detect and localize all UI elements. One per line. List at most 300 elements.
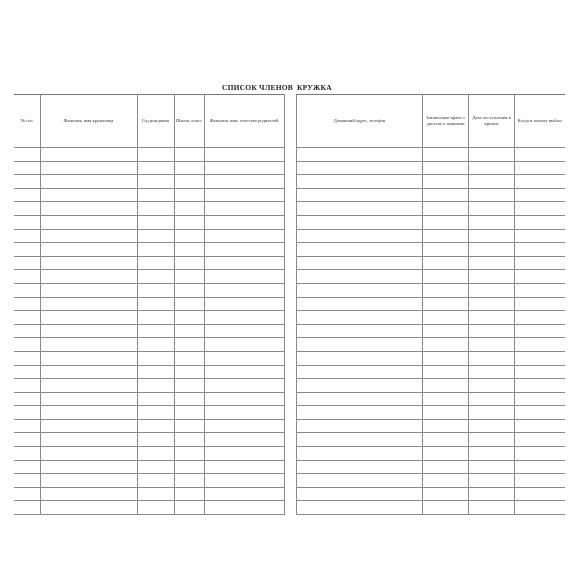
table-cell bbox=[297, 474, 423, 488]
table-row bbox=[297, 406, 565, 420]
table-cell bbox=[137, 419, 174, 433]
table-cell bbox=[515, 460, 565, 474]
table-cell bbox=[423, 148, 469, 162]
table-row bbox=[14, 175, 284, 189]
table-cell bbox=[137, 365, 174, 379]
table-cell bbox=[469, 297, 515, 311]
table-cell bbox=[423, 433, 469, 447]
table-cell bbox=[137, 283, 174, 297]
table-cell bbox=[515, 419, 565, 433]
table-cell bbox=[137, 338, 174, 352]
table-cell bbox=[515, 297, 565, 311]
page-title bbox=[0, 81, 580, 95]
table-cell bbox=[40, 161, 137, 175]
column-header-birth-year: Год рождения bbox=[137, 95, 174, 148]
table-cell bbox=[204, 419, 284, 433]
table-cell bbox=[174, 406, 204, 420]
table-row bbox=[14, 433, 284, 447]
table-row bbox=[297, 202, 565, 216]
table-cell bbox=[204, 447, 284, 461]
table-cell bbox=[469, 256, 515, 270]
table-cell bbox=[297, 188, 423, 202]
table-row bbox=[14, 324, 284, 338]
table-cell bbox=[14, 311, 40, 325]
table-cell bbox=[137, 487, 174, 501]
table-cell bbox=[515, 148, 565, 162]
table-cell bbox=[204, 406, 284, 420]
table-cell bbox=[174, 229, 204, 243]
table-cell bbox=[423, 215, 469, 229]
table-cell bbox=[174, 148, 204, 162]
table-cell bbox=[297, 229, 423, 243]
table-cell bbox=[469, 270, 515, 284]
table-cell bbox=[423, 338, 469, 352]
table-row bbox=[297, 188, 565, 202]
table-cell bbox=[204, 392, 284, 406]
table-cell bbox=[469, 243, 515, 257]
table-cell bbox=[423, 188, 469, 202]
table-cell bbox=[14, 406, 40, 420]
table-cell bbox=[14, 433, 40, 447]
table-cell bbox=[515, 256, 565, 270]
table-cell bbox=[14, 338, 40, 352]
table-cell bbox=[515, 351, 565, 365]
table-cell bbox=[469, 229, 515, 243]
table-cell bbox=[40, 501, 137, 515]
table-cell bbox=[40, 406, 137, 420]
table-cell bbox=[40, 283, 137, 297]
table-cell bbox=[469, 283, 515, 297]
table-cell bbox=[174, 351, 204, 365]
table-cell bbox=[14, 188, 40, 202]
header-row bbox=[297, 95, 565, 148]
table-cell bbox=[515, 406, 565, 420]
table-cell bbox=[469, 365, 515, 379]
table-cell bbox=[204, 215, 284, 229]
table-row bbox=[297, 311, 565, 325]
table-cell bbox=[297, 256, 423, 270]
table-cell bbox=[297, 175, 423, 189]
table-cell bbox=[137, 215, 174, 229]
table-row bbox=[14, 447, 284, 461]
table-cell bbox=[174, 419, 204, 433]
table-row bbox=[297, 270, 565, 284]
table-cell bbox=[423, 243, 469, 257]
table-cell bbox=[297, 283, 423, 297]
table-cell bbox=[40, 447, 137, 461]
table-cell bbox=[515, 501, 565, 515]
table-cell bbox=[423, 270, 469, 284]
table-cell bbox=[174, 392, 204, 406]
table-row bbox=[297, 379, 565, 393]
table-cell bbox=[40, 419, 137, 433]
members-table-right bbox=[296, 94, 565, 515]
table-cell bbox=[297, 297, 423, 311]
table-cell bbox=[174, 311, 204, 325]
table-cell bbox=[297, 324, 423, 338]
table-cell bbox=[204, 148, 284, 162]
table-cell bbox=[423, 311, 469, 325]
table-cell bbox=[204, 161, 284, 175]
table-cell bbox=[297, 270, 423, 284]
column-header-number: № п/п bbox=[14, 95, 40, 148]
table-row bbox=[14, 487, 284, 501]
table-cell bbox=[204, 311, 284, 325]
table-cell bbox=[297, 338, 423, 352]
table-cell bbox=[40, 311, 137, 325]
table-cell bbox=[174, 297, 204, 311]
table-cell bbox=[469, 202, 515, 216]
table-body-left bbox=[14, 148, 284, 515]
table-cell bbox=[423, 474, 469, 488]
table-cell bbox=[14, 148, 40, 162]
table-cell bbox=[40, 148, 137, 162]
table-cell bbox=[515, 447, 565, 461]
table-cell bbox=[297, 487, 423, 501]
table-row bbox=[14, 188, 284, 202]
table-row bbox=[14, 148, 284, 162]
table-cell bbox=[174, 256, 204, 270]
table-cell bbox=[515, 188, 565, 202]
table-cell bbox=[40, 351, 137, 365]
table-cell bbox=[204, 474, 284, 488]
table-cell bbox=[14, 229, 40, 243]
table-cell bbox=[515, 379, 565, 393]
table-cell bbox=[204, 243, 284, 257]
table-cell bbox=[137, 433, 174, 447]
table-cell bbox=[40, 487, 137, 501]
table-cell bbox=[204, 229, 284, 243]
table-cell bbox=[40, 365, 137, 379]
table-cell bbox=[204, 351, 284, 365]
table-row bbox=[14, 338, 284, 352]
column-header-parents-name: Фамилия, имя, отчество родителей bbox=[204, 95, 284, 148]
table-cell bbox=[40, 324, 137, 338]
table-cell bbox=[14, 460, 40, 474]
column-header-member-name: Фамилия, имя кружковца bbox=[40, 95, 137, 148]
table-row bbox=[14, 283, 284, 297]
table-cell bbox=[515, 243, 565, 257]
table-cell bbox=[297, 447, 423, 461]
table-cell bbox=[297, 148, 423, 162]
table-row bbox=[297, 460, 565, 474]
table-cell bbox=[515, 324, 565, 338]
table-cell bbox=[137, 243, 174, 257]
table-cell bbox=[515, 270, 565, 284]
table-cell bbox=[204, 433, 284, 447]
table-row bbox=[14, 202, 284, 216]
table-row bbox=[14, 161, 284, 175]
table-row bbox=[14, 297, 284, 311]
table-row bbox=[14, 474, 284, 488]
table-cell bbox=[204, 487, 284, 501]
table-cell bbox=[423, 487, 469, 501]
table-row bbox=[14, 406, 284, 420]
table-cell bbox=[469, 501, 515, 515]
table-cell bbox=[515, 474, 565, 488]
table-cell bbox=[469, 419, 515, 433]
table-row bbox=[297, 175, 565, 189]
table-row bbox=[14, 419, 284, 433]
table-cell bbox=[14, 487, 40, 501]
table-cell bbox=[137, 256, 174, 270]
table-cell bbox=[297, 243, 423, 257]
table-row bbox=[14, 215, 284, 229]
table-cell bbox=[137, 311, 174, 325]
table-cell bbox=[204, 297, 284, 311]
table-cell bbox=[469, 406, 515, 420]
table-cell bbox=[14, 161, 40, 175]
table-cell bbox=[40, 392, 137, 406]
table-cell bbox=[469, 487, 515, 501]
table-cell bbox=[174, 474, 204, 488]
table-cell bbox=[40, 243, 137, 257]
table-cell bbox=[40, 202, 137, 216]
table-cell bbox=[174, 283, 204, 297]
table-cell bbox=[40, 338, 137, 352]
table-cell bbox=[174, 324, 204, 338]
table-cell bbox=[40, 379, 137, 393]
table-cell bbox=[14, 283, 40, 297]
table-cell bbox=[137, 460, 174, 474]
table-row bbox=[297, 419, 565, 433]
table-cell bbox=[14, 215, 40, 229]
column-header-school-class: Школа, класс bbox=[174, 95, 204, 148]
table-cell bbox=[469, 161, 515, 175]
table-cell bbox=[174, 161, 204, 175]
table-cell bbox=[469, 175, 515, 189]
table-cell bbox=[137, 324, 174, 338]
table-row bbox=[297, 474, 565, 488]
table-cell bbox=[174, 501, 204, 515]
table-row bbox=[297, 392, 565, 406]
table-row bbox=[14, 351, 284, 365]
table-cell bbox=[423, 460, 469, 474]
table-cell bbox=[14, 256, 40, 270]
table-cell bbox=[469, 379, 515, 393]
table-cell bbox=[204, 202, 284, 216]
table-cell bbox=[423, 297, 469, 311]
table-cell bbox=[40, 188, 137, 202]
table-cell bbox=[297, 392, 423, 406]
table-cell bbox=[137, 379, 174, 393]
column-header-doctor-clearance: Заключение врача о допуске к занятиям bbox=[423, 95, 469, 148]
table-cell bbox=[40, 270, 137, 284]
table-cell bbox=[40, 175, 137, 189]
table-cell bbox=[137, 501, 174, 515]
table-cell bbox=[204, 338, 284, 352]
table-cell bbox=[515, 202, 565, 216]
table-cell bbox=[515, 338, 565, 352]
table-cell bbox=[14, 501, 40, 515]
table-row bbox=[14, 311, 284, 325]
table-cell bbox=[297, 161, 423, 175]
table-cell bbox=[423, 406, 469, 420]
table-cell bbox=[174, 188, 204, 202]
table-cell bbox=[297, 460, 423, 474]
table-cell bbox=[174, 243, 204, 257]
table-row bbox=[14, 460, 284, 474]
table-cell bbox=[14, 474, 40, 488]
table-cell bbox=[297, 379, 423, 393]
table-cell bbox=[423, 351, 469, 365]
table-cell bbox=[204, 460, 284, 474]
table-cell bbox=[423, 392, 469, 406]
table-cell bbox=[14, 202, 40, 216]
table-cell bbox=[297, 419, 423, 433]
table-cell bbox=[174, 175, 204, 189]
table-cell bbox=[40, 256, 137, 270]
table-cell bbox=[40, 229, 137, 243]
table-cell bbox=[137, 297, 174, 311]
table-cell bbox=[204, 365, 284, 379]
table-cell bbox=[297, 311, 423, 325]
column-header-home-address: Домашний адрес, телефон bbox=[297, 95, 423, 148]
table-row bbox=[297, 215, 565, 229]
table-cell bbox=[515, 283, 565, 297]
table-row bbox=[297, 148, 565, 162]
table-cell bbox=[137, 351, 174, 365]
table-cell bbox=[515, 229, 565, 243]
table-cell bbox=[137, 188, 174, 202]
table-cell bbox=[469, 433, 515, 447]
table-row bbox=[297, 243, 565, 257]
table-cell bbox=[174, 202, 204, 216]
table-cell bbox=[469, 148, 515, 162]
table-cell bbox=[137, 202, 174, 216]
table-row bbox=[14, 379, 284, 393]
table-cell bbox=[297, 406, 423, 420]
table-cell bbox=[469, 392, 515, 406]
table-row bbox=[297, 229, 565, 243]
table-cell bbox=[515, 175, 565, 189]
table-cell bbox=[137, 474, 174, 488]
table-row bbox=[297, 338, 565, 352]
table-cell bbox=[174, 460, 204, 474]
table-cell bbox=[174, 433, 204, 447]
table-cell bbox=[515, 161, 565, 175]
table-cell bbox=[423, 324, 469, 338]
table-cell bbox=[423, 161, 469, 175]
table-cell bbox=[40, 460, 137, 474]
table-row bbox=[297, 324, 565, 338]
table-row bbox=[297, 487, 565, 501]
table-cell bbox=[297, 351, 423, 365]
table-cell bbox=[204, 256, 284, 270]
table-cell bbox=[423, 283, 469, 297]
table-cell bbox=[174, 379, 204, 393]
table-cell bbox=[297, 365, 423, 379]
table-cell bbox=[14, 447, 40, 461]
table-cell bbox=[469, 460, 515, 474]
table-cell bbox=[423, 501, 469, 515]
table-cell bbox=[14, 270, 40, 284]
table-cell bbox=[297, 433, 423, 447]
table-cell bbox=[174, 270, 204, 284]
table-cell bbox=[515, 311, 565, 325]
table-cell bbox=[174, 365, 204, 379]
table-row bbox=[14, 365, 284, 379]
table-row bbox=[14, 256, 284, 270]
table-cell bbox=[14, 365, 40, 379]
column-header-leave-reason: Когда и почему выбыл bbox=[515, 95, 565, 148]
header-row bbox=[14, 95, 284, 148]
table-cell bbox=[137, 447, 174, 461]
table-row bbox=[297, 256, 565, 270]
table-cell bbox=[469, 447, 515, 461]
table-cell bbox=[515, 215, 565, 229]
table-cell bbox=[174, 487, 204, 501]
table-cell bbox=[469, 474, 515, 488]
table-cell bbox=[14, 392, 40, 406]
title-left-part: СПИСОК ЧЛЕНОВ bbox=[222, 83, 294, 92]
table-cell bbox=[423, 202, 469, 216]
table-cell bbox=[40, 433, 137, 447]
table-cell bbox=[515, 365, 565, 379]
table-row bbox=[14, 229, 284, 243]
table-cell bbox=[14, 243, 40, 257]
column-header-join-date: Дата поступления в кружок bbox=[469, 95, 515, 148]
table-cell bbox=[423, 229, 469, 243]
table-cell bbox=[423, 365, 469, 379]
table-cell bbox=[14, 324, 40, 338]
table-row bbox=[297, 433, 565, 447]
table-cell bbox=[469, 311, 515, 325]
table-cell bbox=[137, 406, 174, 420]
table-cell bbox=[297, 501, 423, 515]
table-cell bbox=[204, 283, 284, 297]
table-cell bbox=[423, 419, 469, 433]
table-cell bbox=[174, 338, 204, 352]
table-cell bbox=[14, 297, 40, 311]
table-row bbox=[14, 501, 284, 515]
table-cell bbox=[40, 297, 137, 311]
title-right-part: КРУЖКА bbox=[297, 83, 332, 92]
table-cell bbox=[423, 256, 469, 270]
table-cell bbox=[423, 379, 469, 393]
table-cell bbox=[40, 474, 137, 488]
table-row bbox=[297, 351, 565, 365]
table-cell bbox=[204, 188, 284, 202]
members-table-left bbox=[14, 94, 285, 515]
table-cell bbox=[137, 392, 174, 406]
table-cell bbox=[40, 215, 137, 229]
table-row bbox=[297, 283, 565, 297]
table-row bbox=[297, 297, 565, 311]
table-cell bbox=[204, 270, 284, 284]
table-cell bbox=[137, 229, 174, 243]
table-row bbox=[14, 392, 284, 406]
table-cell bbox=[423, 447, 469, 461]
table-cell bbox=[137, 161, 174, 175]
table-cell bbox=[204, 379, 284, 393]
table-cell bbox=[137, 175, 174, 189]
table-cell bbox=[469, 188, 515, 202]
table-cell bbox=[174, 447, 204, 461]
table-cell bbox=[14, 351, 40, 365]
table-cell bbox=[174, 215, 204, 229]
table-row bbox=[297, 161, 565, 175]
table-body-right bbox=[297, 148, 565, 515]
table-cell bbox=[297, 215, 423, 229]
table-cell bbox=[137, 270, 174, 284]
table-row bbox=[14, 243, 284, 257]
table-cell bbox=[515, 487, 565, 501]
table-cell bbox=[297, 202, 423, 216]
table-cell bbox=[14, 379, 40, 393]
table-cell bbox=[469, 351, 515, 365]
table-row bbox=[14, 270, 284, 284]
